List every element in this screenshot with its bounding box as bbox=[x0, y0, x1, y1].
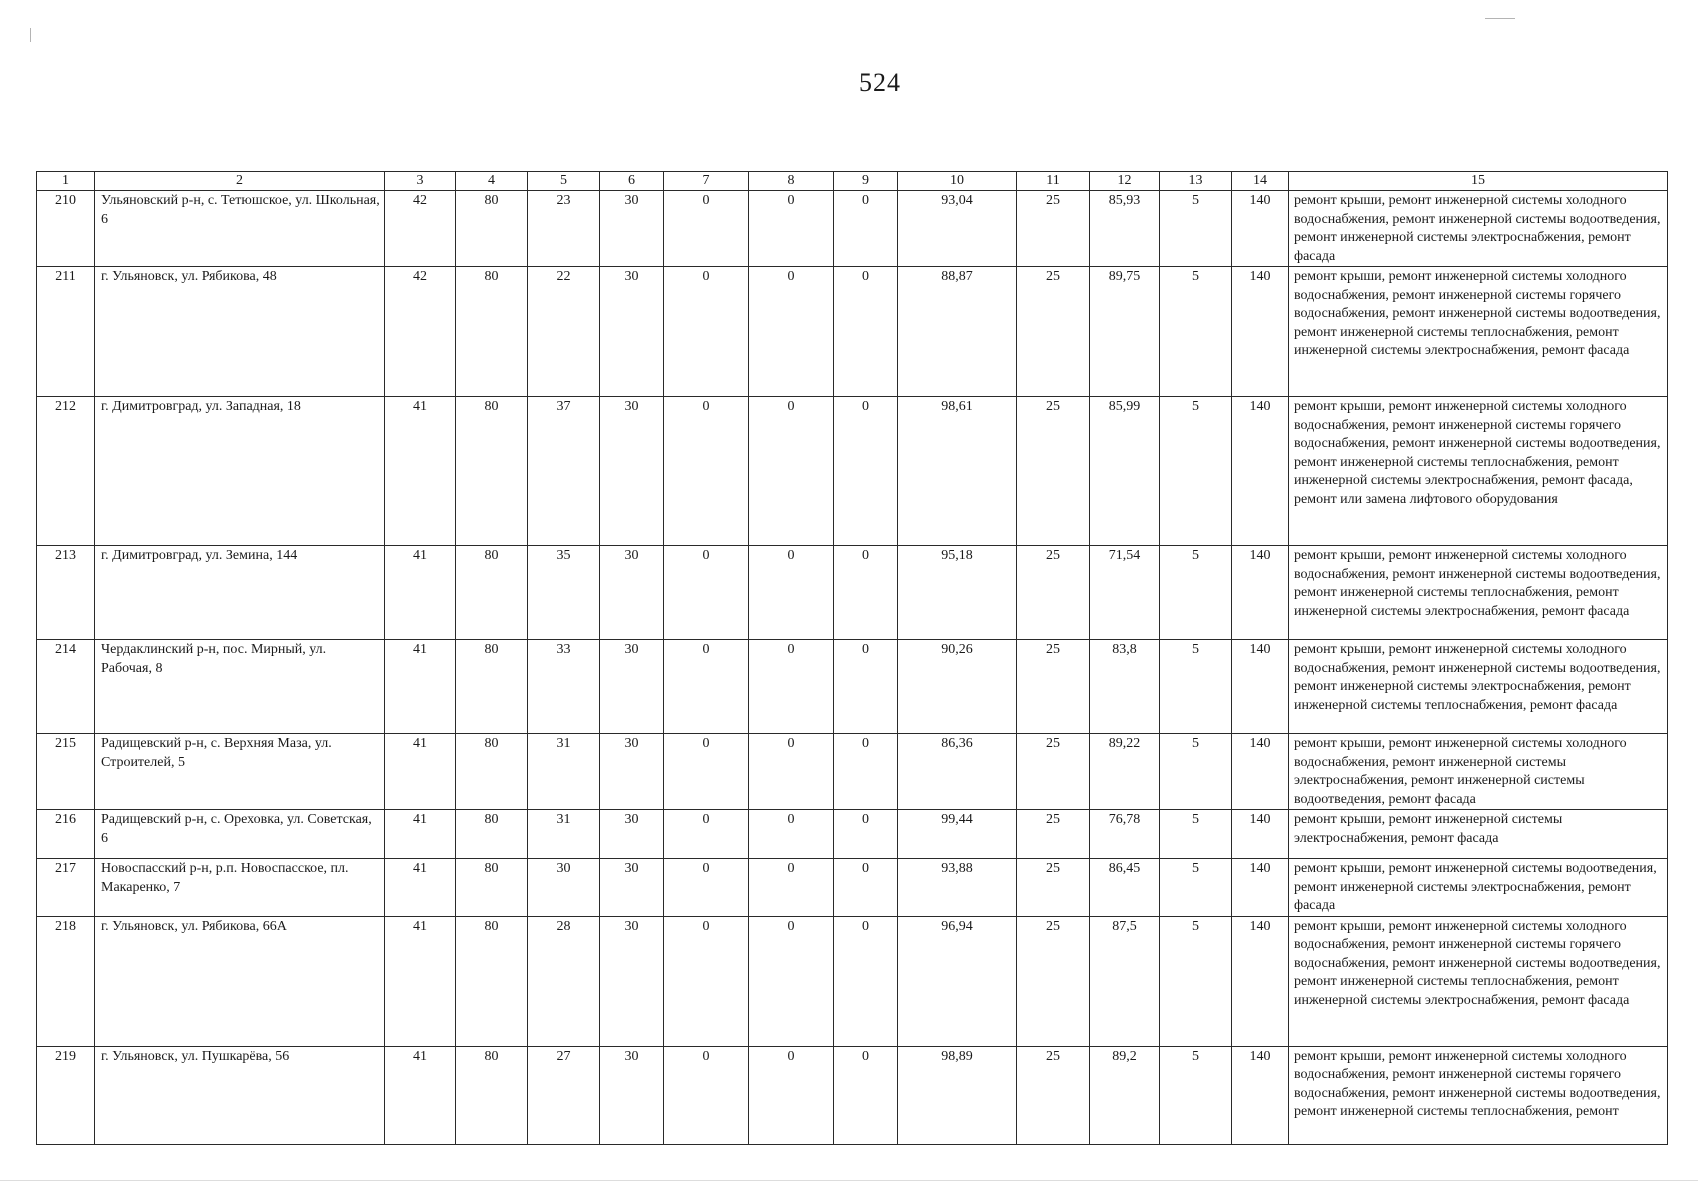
column-header: 3 bbox=[385, 172, 456, 191]
value-cell: 30 bbox=[600, 546, 664, 640]
value-cell: 41 bbox=[385, 546, 456, 640]
value-cell: 25 bbox=[1017, 810, 1090, 859]
value-cell: 0 bbox=[664, 859, 749, 917]
address-cell: г. Ульяновск, ул. Рябикова, 48 bbox=[95, 267, 385, 397]
value-cell: 25 bbox=[1017, 916, 1090, 1046]
value-cell: 80 bbox=[456, 397, 528, 546]
value-cell: 0 bbox=[834, 1046, 898, 1144]
address-cell: г. Ульяновск, ул. Рябикова, 66А bbox=[95, 916, 385, 1046]
value-cell: 90,26 bbox=[898, 640, 1017, 734]
value-cell: 0 bbox=[834, 191, 898, 267]
repair-works-cell: ремонт крыши, ремонт инженерной системы электроснабжения, ремонт фасада bbox=[1289, 810, 1668, 859]
repair-works-cell: ремонт крыши, ремонт инженерной системы холодного водоснабжения, ремонт инженерной системы электроснабжения, ремонт инженерной системы водоотведения, ремонт фасада bbox=[1289, 734, 1668, 810]
value-cell: 25 bbox=[1017, 640, 1090, 734]
column-header: 11 bbox=[1017, 172, 1090, 191]
value-cell: 25 bbox=[1017, 1046, 1090, 1144]
value-cell: 95,18 bbox=[898, 546, 1017, 640]
value-cell: 41 bbox=[385, 640, 456, 734]
value-cell: 25 bbox=[1017, 397, 1090, 546]
column-header: 1 bbox=[37, 172, 95, 191]
value-cell: 25 bbox=[1017, 267, 1090, 397]
row-index-cell: 218 bbox=[37, 916, 95, 1046]
value-cell: 5 bbox=[1160, 734, 1232, 810]
row-index-cell: 214 bbox=[37, 640, 95, 734]
value-cell: 25 bbox=[1017, 191, 1090, 267]
repair-works-cell: ремонт крыши, ремонт инженерной системы холодного водоснабжения, ремонт инженерной системы водоотведения, ремонт инженерной системы электроснабжения, ремонт инженерной системы теплоснабжения, ремонт фасада bbox=[1289, 640, 1668, 734]
repair-works-cell: ремонт крыши, ремонт инженерной системы холодного водоснабжения, ремонт инженерной системы водоотведения, ремонт инженерной системы электроснабжения, ремонт фасада bbox=[1289, 191, 1668, 267]
table-row bbox=[37, 1046, 1668, 1144]
table-row bbox=[37, 546, 1668, 640]
value-cell: 0 bbox=[749, 267, 834, 397]
value-cell: 80 bbox=[456, 810, 528, 859]
value-cell: 0 bbox=[834, 916, 898, 1046]
value-cell: 80 bbox=[456, 267, 528, 397]
column-header: 5 bbox=[528, 172, 600, 191]
value-cell: 5 bbox=[1160, 1046, 1232, 1144]
value-cell: 30 bbox=[600, 267, 664, 397]
value-cell: 0 bbox=[664, 640, 749, 734]
value-cell: 42 bbox=[385, 191, 456, 267]
value-cell: 41 bbox=[385, 810, 456, 859]
row-index-cell: 217 bbox=[37, 859, 95, 917]
value-cell: 98,61 bbox=[898, 397, 1017, 546]
value-cell: 42 bbox=[385, 267, 456, 397]
value-cell: 0 bbox=[834, 640, 898, 734]
table-row bbox=[37, 267, 1668, 397]
value-cell: 140 bbox=[1232, 916, 1289, 1046]
value-cell: 25 bbox=[1017, 734, 1090, 810]
repair-works-cell: ремонт крыши, ремонт инженерной системы холодного водоснабжения, ремонт инженерной системы горячего водоснабжения, ремонт инженерной системы водоотведения, ремонт инженерной системы теплоснабжения, ремонт инженерной системы электроснабжения, ремонт фасада bbox=[1289, 267, 1668, 397]
value-cell: 140 bbox=[1232, 397, 1289, 546]
value-cell: 0 bbox=[749, 916, 834, 1046]
value-cell: 0 bbox=[664, 734, 749, 810]
value-cell: 30 bbox=[528, 859, 600, 917]
value-cell: 140 bbox=[1232, 546, 1289, 640]
value-cell: 41 bbox=[385, 397, 456, 546]
repair-works-cell: ремонт крыши, ремонт инженерной системы холодного водоснабжения, ремонт инженерной системы горячего водоснабжения, ремонт инженерной системы водоотведения, ремонт инженерной системы теплоснабжения, ремонт bbox=[1289, 1046, 1668, 1144]
address-cell: г. Ульяновск, ул. Пушкарёва, 56 bbox=[95, 1046, 385, 1144]
value-cell: 0 bbox=[749, 810, 834, 859]
value-cell: 0 bbox=[749, 1046, 834, 1144]
value-cell: 35 bbox=[528, 546, 600, 640]
value-cell: 80 bbox=[456, 640, 528, 734]
repair-works-cell: ремонт крыши, ремонт инженерной системы водоотведения, ремонт инженерной системы электроснабжения, ремонт фасада bbox=[1289, 859, 1668, 917]
value-cell: 0 bbox=[749, 191, 834, 267]
table-row bbox=[37, 191, 1668, 267]
header-row bbox=[37, 172, 1668, 191]
value-cell: 33 bbox=[528, 640, 600, 734]
value-cell: 80 bbox=[456, 546, 528, 640]
value-cell: 0 bbox=[664, 267, 749, 397]
value-cell: 5 bbox=[1160, 397, 1232, 546]
address-cell: Чердаклинский р-н, пос. Мирный, ул. Рабочая, 8 bbox=[95, 640, 385, 734]
value-cell: 85,99 bbox=[1090, 397, 1160, 546]
value-cell: 31 bbox=[528, 810, 600, 859]
value-cell: 25 bbox=[1017, 546, 1090, 640]
value-cell: 41 bbox=[385, 734, 456, 810]
value-cell: 140 bbox=[1232, 191, 1289, 267]
value-cell: 41 bbox=[385, 1046, 456, 1144]
value-cell: 89,22 bbox=[1090, 734, 1160, 810]
value-cell: 0 bbox=[834, 859, 898, 917]
value-cell: 0 bbox=[664, 397, 749, 546]
column-header: 7 bbox=[664, 172, 749, 191]
column-header: 15 bbox=[1289, 172, 1668, 191]
value-cell: 30 bbox=[600, 1046, 664, 1144]
value-cell: 27 bbox=[528, 1046, 600, 1144]
value-cell: 22 bbox=[528, 267, 600, 397]
value-cell: 0 bbox=[749, 734, 834, 810]
row-index-cell: 211 bbox=[37, 267, 95, 397]
value-cell: 140 bbox=[1232, 640, 1289, 734]
column-header: 2 bbox=[95, 172, 385, 191]
value-cell: 89,75 bbox=[1090, 267, 1160, 397]
value-cell: 0 bbox=[664, 546, 749, 640]
table-row bbox=[37, 640, 1668, 734]
column-header: 10 bbox=[898, 172, 1017, 191]
value-cell: 0 bbox=[749, 397, 834, 546]
column-header: 12 bbox=[1090, 172, 1160, 191]
value-cell: 30 bbox=[600, 191, 664, 267]
value-cell: 140 bbox=[1232, 1046, 1289, 1144]
value-cell: 28 bbox=[528, 916, 600, 1046]
value-cell: 0 bbox=[664, 916, 749, 1046]
value-cell: 23 bbox=[528, 191, 600, 267]
value-cell: 80 bbox=[456, 916, 528, 1046]
value-cell: 83,8 bbox=[1090, 640, 1160, 734]
value-cell: 140 bbox=[1232, 810, 1289, 859]
column-header: 9 bbox=[834, 172, 898, 191]
scan-mark bbox=[30, 28, 31, 42]
column-header: 4 bbox=[456, 172, 528, 191]
value-cell: 5 bbox=[1160, 810, 1232, 859]
value-cell: 140 bbox=[1232, 267, 1289, 397]
table-row bbox=[37, 810, 1668, 859]
value-cell: 93,04 bbox=[898, 191, 1017, 267]
value-cell: 99,44 bbox=[898, 810, 1017, 859]
scan-mark bbox=[1485, 18, 1515, 19]
address-cell: г. Димитровград, ул. Земина, 144 bbox=[95, 546, 385, 640]
row-index-cell: 212 bbox=[37, 397, 95, 546]
value-cell: 86,36 bbox=[898, 734, 1017, 810]
value-cell: 98,89 bbox=[898, 1046, 1017, 1144]
value-cell: 0 bbox=[749, 640, 834, 734]
value-cell: 0 bbox=[749, 859, 834, 917]
value-cell: 30 bbox=[600, 734, 664, 810]
value-cell: 0 bbox=[664, 810, 749, 859]
value-cell: 31 bbox=[528, 734, 600, 810]
value-cell: 80 bbox=[456, 859, 528, 917]
value-cell: 30 bbox=[600, 859, 664, 917]
value-cell: 41 bbox=[385, 916, 456, 1046]
value-cell: 80 bbox=[456, 1046, 528, 1144]
value-cell: 25 bbox=[1017, 859, 1090, 917]
value-cell: 0 bbox=[664, 191, 749, 267]
value-cell: 30 bbox=[600, 640, 664, 734]
page-number: 524 bbox=[859, 68, 901, 97]
repair-works-cell: ремонт крыши, ремонт инженерной системы холодного водоснабжения, ремонт инженерной системы водоотведения, ремонт инженерной системы теплоснабжения, ремонт инженерной системы электроснабжения, ремонт фасада bbox=[1289, 546, 1668, 640]
column-header: 13 bbox=[1160, 172, 1232, 191]
value-cell: 71,54 bbox=[1090, 546, 1160, 640]
value-cell: 0 bbox=[834, 267, 898, 397]
address-cell: Новоспасский р-н, р.п. Новоспасское, пл. Макаренко, 7 bbox=[95, 859, 385, 917]
table-row bbox=[37, 734, 1668, 810]
value-cell: 140 bbox=[1232, 859, 1289, 917]
value-cell: 5 bbox=[1160, 267, 1232, 397]
value-cell: 80 bbox=[456, 734, 528, 810]
value-cell: 5 bbox=[1160, 191, 1232, 267]
value-cell: 5 bbox=[1160, 859, 1232, 917]
column-header: 14 bbox=[1232, 172, 1289, 191]
value-cell: 0 bbox=[834, 546, 898, 640]
row-index-cell: 210 bbox=[37, 191, 95, 267]
value-cell: 5 bbox=[1160, 916, 1232, 1046]
table-row bbox=[37, 916, 1668, 1046]
repair-schedule-table bbox=[36, 171, 1668, 1145]
repair-works-cell: ремонт крыши, ремонт инженерной системы холодного водоснабжения, ремонт инженерной системы горячего водоснабжения, ремонт инженерной системы водоотведения, ремонт инженерной системы теплоснабжения, ремонт инженерной системы электроснабжения, ремонт фасада bbox=[1289, 916, 1668, 1046]
value-cell: 96,94 bbox=[898, 916, 1017, 1046]
table-row bbox=[37, 859, 1668, 917]
column-header: 6 bbox=[600, 172, 664, 191]
value-cell: 0 bbox=[749, 546, 834, 640]
address-cell: г. Димитровград, ул. Западная, 18 bbox=[95, 397, 385, 546]
address-cell: Радищевский р-н, с. Верхняя Маза, ул. Строителей, 5 bbox=[95, 734, 385, 810]
scan-mark bbox=[0, 1180, 1698, 1181]
value-cell: 80 bbox=[456, 191, 528, 267]
value-cell: 0 bbox=[834, 397, 898, 546]
value-cell: 30 bbox=[600, 397, 664, 546]
row-index-cell: 213 bbox=[37, 546, 95, 640]
value-cell: 37 bbox=[528, 397, 600, 546]
value-cell: 0 bbox=[834, 734, 898, 810]
value-cell: 5 bbox=[1160, 546, 1232, 640]
value-cell: 0 bbox=[834, 810, 898, 859]
column-header: 8 bbox=[749, 172, 834, 191]
value-cell: 93,88 bbox=[898, 859, 1017, 917]
value-cell: 30 bbox=[600, 810, 664, 859]
value-cell: 41 bbox=[385, 859, 456, 917]
table-row bbox=[37, 397, 1668, 546]
value-cell: 0 bbox=[664, 1046, 749, 1144]
value-cell: 76,78 bbox=[1090, 810, 1160, 859]
address-cell: Ульяновский р-н, с. Тетюшское, ул. Школьная, 6 bbox=[95, 191, 385, 267]
value-cell: 88,87 bbox=[898, 267, 1017, 397]
repair-works-cell: ремонт крыши, ремонт инженерной системы холодного водоснабжения, ремонт инженерной системы горячего водоснабжения, ремонт инженерной системы водоотведения, ремонт инженерной системы теплоснабжения, ремонт инженерной системы электроснабжения, ремонт фасада, ремонт или замена лифтового оборудования bbox=[1289, 397, 1668, 546]
address-cell: Радищевский р-н, с. Ореховка, ул. Советская, 6 bbox=[95, 810, 385, 859]
value-cell: 30 bbox=[600, 916, 664, 1046]
value-cell: 89,2 bbox=[1090, 1046, 1160, 1144]
row-index-cell: 215 bbox=[37, 734, 95, 810]
value-cell: 87,5 bbox=[1090, 916, 1160, 1046]
row-index-cell: 219 bbox=[37, 1046, 95, 1144]
value-cell: 86,45 bbox=[1090, 859, 1160, 917]
value-cell: 5 bbox=[1160, 640, 1232, 734]
value-cell: 140 bbox=[1232, 734, 1289, 810]
value-cell: 85,93 bbox=[1090, 191, 1160, 267]
row-index-cell: 216 bbox=[37, 810, 95, 859]
